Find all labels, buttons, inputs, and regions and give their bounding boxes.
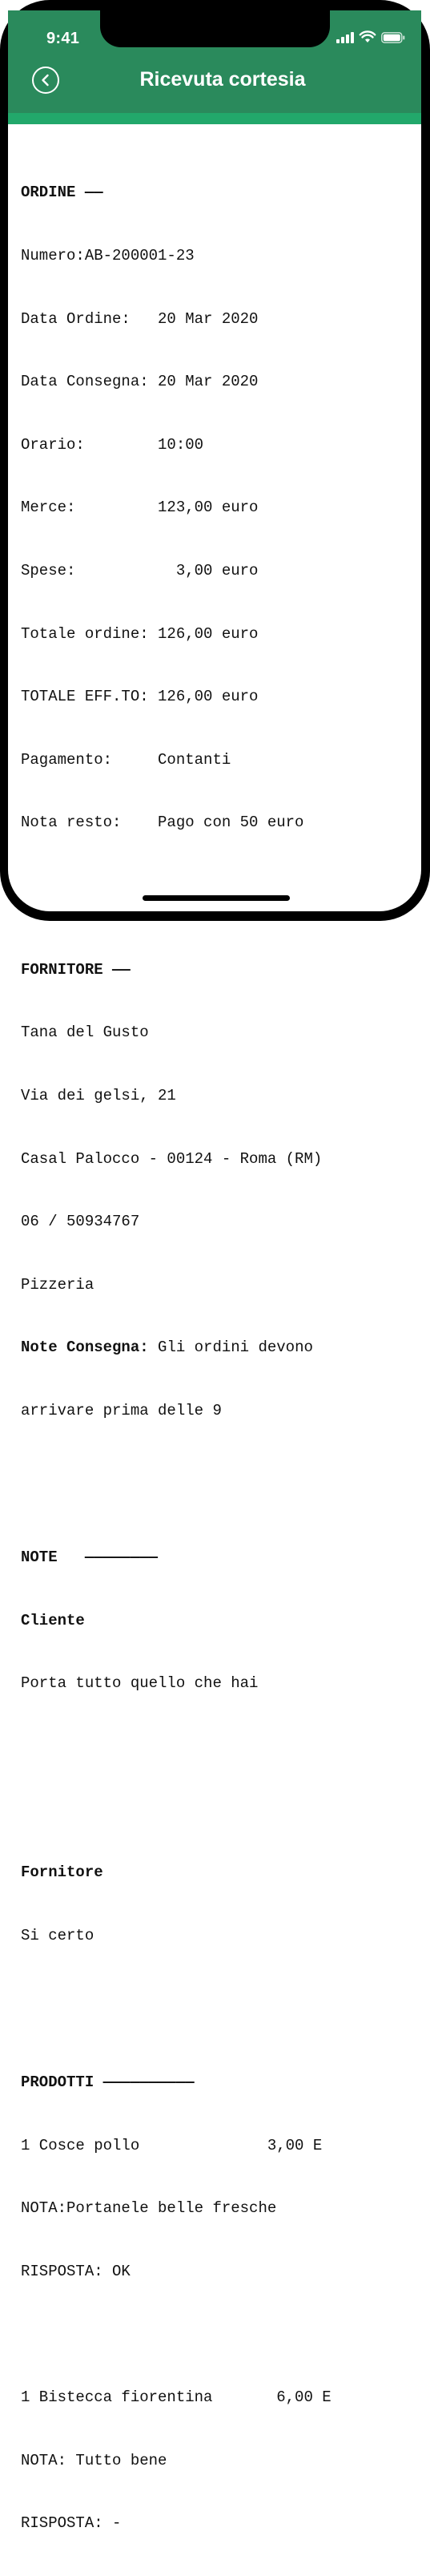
- ordine-line: Data Ordine: 20 Mar 2020: [21, 309, 259, 328]
- fornitore-line: Tana del Gusto: [21, 1024, 149, 1042]
- note-consegna-text: Gli ordini devono: [148, 1338, 313, 1357]
- spacer: [21, 2324, 413, 2345]
- fornitore-line: 06 / 50934767: [21, 1213, 140, 1231]
- product-line: 1 Cosce pollo 3,00 E: [21, 2136, 323, 2154]
- status-icons: [336, 31, 405, 43]
- product-nota: NOTA: Tutto bene: [21, 2451, 167, 2469]
- ordine-line: TOTALE EFF.TO: 126,00 euro: [21, 688, 259, 706]
- product-line: 1 Bistecca fiorentina 6,00 E: [21, 2388, 332, 2407]
- spacer: [21, 1799, 413, 1820]
- product-risposta: RISPOSTA: -: [21, 2514, 122, 2533]
- fornitore-line: Via dei gelsi, 21: [21, 1086, 176, 1104]
- status-time: 9:41: [46, 30, 80, 47]
- ordine-line: Pagamento: Contanti: [21, 750, 231, 769]
- note-cliente-text: Porta tutto quello che hai: [21, 1674, 259, 1693]
- note-fornitore-text: Si certo: [21, 1926, 94, 1944]
- section-heading-ordine: ORDINE ——: [21, 184, 103, 202]
- header-accent-bar: [8, 113, 421, 124]
- device-notch: [100, 10, 330, 47]
- section-heading-note: NOTE ————————: [21, 1548, 159, 1567]
- home-indicator[interactable]: [143, 895, 290, 901]
- ordine-line: Totale ordine: 126,00 euro: [21, 624, 259, 643]
- fornitore-line: Casal Palocco - 00124 - Roma (RM): [21, 1149, 323, 1168]
- wifi-icon: [360, 31, 376, 43]
- ordine-line: Nota resto: Pago con 50 euro: [21, 814, 304, 832]
- spacer: [21, 875, 413, 896]
- fornitore-line: Pizzeria: [21, 1275, 94, 1294]
- ordine-line: Orario: 10:00: [21, 435, 204, 454]
- spacer: [21, 1988, 413, 2009]
- note-consegna: [21, 1337, 413, 1358]
- note-consegna-label: Note Consegna:: [21, 1338, 149, 1357]
- ordine-line: Spese: 3,00 euro: [21, 561, 259, 579]
- page-title: Ricevuta cortesia: [139, 68, 306, 91]
- note-cliente-label: Cliente: [21, 1611, 85, 1629]
- spacer: [21, 1736, 413, 1757]
- note-fornitore-label: Fornitore: [21, 1863, 103, 1882]
- signal-bars-icon: [336, 32, 354, 43]
- ordine-line: Data Consegna: 20 Mar 2020: [21, 373, 259, 391]
- spacer: [21, 1463, 413, 1484]
- ordine-line: Merce: 123,00 euro: [21, 499, 259, 517]
- battery-icon: [381, 32, 405, 43]
- section-heading-fornitore: FORNITORE ——: [21, 960, 131, 979]
- product-nota: NOTA:Portanele belle fresche: [21, 2199, 277, 2218]
- section-heading-prodotti: PRODOTTI ——————————: [21, 2073, 195, 2092]
- screen: [8, 10, 421, 2533]
- product-risposta: RISPOSTA: OK: [21, 2263, 131, 2281]
- receipt-content: [21, 140, 413, 2576]
- ordine-line: Numero:AB-200001-23: [21, 247, 195, 264]
- note-consegna-text-2: arrivare prima delle 9: [21, 1401, 222, 1419]
